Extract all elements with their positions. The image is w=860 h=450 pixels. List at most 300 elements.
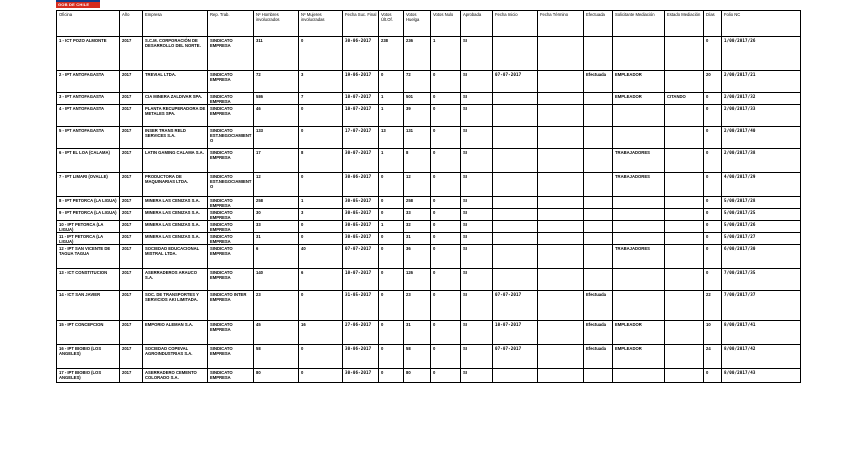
table-cell: 07-07-2017 [493,345,538,369]
table-cell: 3 - IPT ANTOFAGASTA [57,93,120,105]
table-cell: 17 [254,149,299,173]
table-cell: 0 [704,245,722,269]
table-cell: SOC. DE TRANSPORTES Y SERVICIOS AKI LIMITADA. [143,291,208,321]
table-cell: 1/00/2017/26 [722,37,801,71]
table-cell: 17-07-2017 [343,127,379,149]
table-cell: 2017 [120,221,143,233]
table-cell: 1 [379,221,404,233]
table-cell: 0 [379,369,404,383]
table-cell: 10-07-2017 [343,93,379,105]
table-cell: MINERA LAS CENIZAS S.A. [143,233,208,245]
table-cell: 31 [404,233,431,245]
table-cell [538,197,584,209]
table-cell: INSER TRANS RELD SERVICES S.A. [143,127,208,149]
table-cell [538,369,584,383]
table-row [57,321,801,345]
table-cell: 0 [704,209,722,221]
table-cell: 2017 [120,291,143,321]
table-cell: 58 [404,345,431,369]
table-cell: 12 [404,173,431,197]
table-cell [538,233,584,245]
table-cell: 0 [379,291,404,321]
table-row [57,291,801,321]
table-cell: EMPLEADOR [613,321,665,345]
column-header: Estado Mediación [665,11,704,37]
table-cell: SOCIEDAD EDUCACIONAL MISTRAL LTDA. [143,245,208,269]
column-header: Fecha Inicio [493,11,538,37]
table-cell: 1 [431,37,461,71]
strike-votes-table [56,10,801,383]
table-cell [665,245,704,269]
table-cell: 10-07-2017 [343,105,379,127]
table-cell: 0 [704,173,722,197]
table-cell [493,233,538,245]
table-cell: 5/00/2017/27 [722,233,801,245]
table-cell [584,173,613,197]
table-cell [538,209,584,221]
table-cell: 8/00/2017/43 [722,369,801,383]
table-cell: SI [461,321,493,345]
table-cell: 39 [404,105,431,127]
table-cell: TRABAJADORES [613,245,665,269]
table-cell: Efectuada [584,345,613,369]
table-cell: 0 [379,209,404,221]
table-cell [493,173,538,197]
table-cell: 8/00/2017/42 [722,345,801,369]
table-cell: 30-06-2017 [343,345,379,369]
table-cell: 6/00/2017/30 [722,245,801,269]
table-cell: SINDICATO EMPRESA [208,269,254,291]
table-cell: 8 [299,149,343,173]
table-cell: 19-06-2017 [343,71,379,93]
table-cell: 7 [299,93,343,105]
table-cell [538,93,584,105]
table-cell: SI [461,173,493,197]
table-cell: 501 [404,93,431,105]
table-row [57,245,801,269]
table-cell [613,233,665,245]
table-cell: 5 - IPT ANTOFAGASTA [57,127,120,149]
table-cell: 0 [704,269,722,291]
table-cell: 126 [404,269,431,291]
table-cell: 9 - IPT PETORCA (LA LIGUA) [57,209,120,221]
table-row [57,93,801,105]
column-header: Solicitante Mediación [613,11,665,37]
table-cell: ASERRADERO CEMENTO COLORADO S.A. [143,369,208,383]
table-cell [665,71,704,93]
table-cell: 10-07-2017 [493,321,538,345]
table-cell: 5/00/2017/25 [722,209,801,221]
table-cell: 32 [404,221,431,233]
table-cell: 30-06-2017 [343,369,379,383]
table-cell: 31 [254,233,299,245]
table-cell: 1 [379,93,404,105]
table-cell: SINDICATO EMPRESA [208,149,254,173]
table-cell [665,149,704,173]
table-cell: 13 - ICT CONSTITUCION [57,269,120,291]
table-cell: 0 [704,197,722,209]
table-cell: 2 - IPT ANTOFAGASTA [57,71,120,93]
table-cell: 07-07-2017 [343,245,379,269]
table-cell: 238 [379,37,404,71]
table-cell [584,209,613,221]
table-cell: SOCIEDAD COPEVAL AGROINDUSTRIAS S.A. [143,345,208,369]
table-cell [665,269,704,291]
column-header: Efectuada [584,11,613,37]
table-cell [538,221,584,233]
table-cell: CITANDO [665,93,704,105]
table-row [57,105,801,127]
table-cell: 80 [254,369,299,383]
table-cell: 14 - ICT SAN JAVIER [57,291,120,321]
table-cell: EMPLEADOR [613,93,665,105]
table-row [57,173,801,197]
table-cell [613,37,665,71]
table-cell [538,127,584,149]
table-cell: SINDICATO EST.NEGOCIAMIENTO [208,127,254,149]
table-cell [493,149,538,173]
table-cell: 24 [704,345,722,369]
table-cell: 16 [299,321,343,345]
table-cell: MINERA LAS CENIZAS S.A. [143,197,208,209]
table-cell: CIA MINERA ZALDIVAR SPA. [143,93,208,105]
column-header: Rep. Trab. [208,11,254,37]
table-cell: 2017 [120,127,143,149]
table-cell [584,233,613,245]
table-cell: 2017 [120,37,143,71]
table-cell: 1 - ICT POZO ALMONTE [57,37,120,71]
table-cell [584,197,613,209]
table-cell: SI [461,37,493,71]
table-cell: 7 - IPT LIMARI (OVALLE) [57,173,120,197]
column-header: Empresa [143,11,208,37]
table-cell: LATIN GAMING CALAMA S.A. [143,149,208,173]
table-cell: 0 [379,269,404,291]
table-cell: 23 [254,291,299,321]
table-cell: S.C.M. CORPORACIÓN DE DESARROLLO DEL NORTE. [143,37,208,71]
table-cell: SI [461,233,493,245]
table-cell [493,127,538,149]
table-cell: SINDICATO EMPRESA [208,233,254,245]
table-cell: 30-05-2017 [343,233,379,245]
table-cell: PRODUCTORA DE MAQUINARIAS LTDA. [143,173,208,197]
table-cell: SINDICATO EMPRESA [208,37,254,71]
table-cell [665,291,704,321]
table-cell: 131 [404,127,431,149]
table-cell: 11 - IPT PETORCA (LA LIGUA) [57,233,120,245]
table-cell: 7/00/2017/37 [722,291,801,321]
table-cell: 22 [704,291,722,321]
table-cell: 133 [254,127,299,149]
table-cell: 0 [704,37,722,71]
table-row [57,269,801,291]
table-cell: 0 [431,127,461,149]
table-cell [493,197,538,209]
table-cell: 36 [404,245,431,269]
table-row [57,71,801,93]
table-cell: 30-05-2017 [343,197,379,209]
table-cell: 0 [299,105,343,127]
table-cell [665,37,704,71]
table-cell: 586 [254,93,299,105]
table-cell: 2017 [120,209,143,221]
table-cell: 0 [299,173,343,197]
table-cell: Efectuada [584,321,613,345]
table-cell [613,127,665,149]
table-cell [584,269,613,291]
table-cell: SINDICATO EMPRESA [208,197,254,209]
table-row [57,209,801,221]
table-cell [584,149,613,173]
table-cell: 140 [254,269,299,291]
table-cell: 2/00/2017/21 [722,71,801,93]
table-cell: MINERA LAS CENIZAS S.A. [143,221,208,233]
table-cell [538,245,584,269]
table-cell: EMPORIO ALEMAN S.A. [143,321,208,345]
table-cell: 13 [379,127,404,149]
table-cell: 30-05-2017 [343,221,379,233]
column-header: Votos Nulo [431,11,461,37]
table-cell: 12 [254,173,299,197]
table-cell: 0 [431,321,461,345]
column-header: Folio NC [722,11,801,37]
table-cell [613,209,665,221]
column-header: Fecha Término [538,11,584,37]
table-cell [538,37,584,71]
table-cell: SINDICATO EMPRESA [208,369,254,383]
table-cell: 31 [404,321,431,345]
table-cell: SI [461,245,493,269]
table-cell: 0 [431,93,461,105]
table-cell [613,197,665,209]
table-cell [538,291,584,321]
table-row [57,37,801,71]
table-cell [665,209,704,221]
table-cell: 3 [299,209,343,221]
table-cell: 0 [431,105,461,127]
table-cell: 0 [431,269,461,291]
table-cell: 4/00/2017/29 [722,173,801,197]
column-header: Votos Últ.Of. [379,11,404,37]
table-cell [493,369,538,383]
table-cell: 33 [404,209,431,221]
table-cell: 0 [431,233,461,245]
table-cell: 8 - IPT PETORCA (LA LIGUA) [57,197,120,209]
table-cell: 1 [379,149,404,173]
table-cell: 46 [254,105,299,127]
table-cell: 0 [704,105,722,127]
table-cell: SI [461,93,493,105]
column-header: Días [704,11,722,37]
table-cell: 0 [431,369,461,383]
table-cell: 1 [379,105,404,127]
column-header: Aprobada [461,11,493,37]
table-cell: 30-05-2017 [343,209,379,221]
table-cell [613,291,665,321]
table-cell: SI [461,197,493,209]
table-cell [584,221,613,233]
table-cell: SI [461,127,493,149]
table-row [57,197,801,209]
table-cell: 0 [431,71,461,93]
table-cell: 0 [704,221,722,233]
table-cell: 16 - IPT BIOBIO (LOS ANGELES) [57,345,120,369]
table-cell: Efectuada [584,71,613,93]
table-cell: 0 [299,37,343,71]
table-cell: SINDICATO EMPRESA [208,93,254,105]
table-cell: 0 [379,321,404,345]
table-cell: 2017 [120,71,143,93]
table-header-row [57,11,801,37]
table-cell [493,105,538,127]
table-cell: 5/00/2017/26 [722,221,801,233]
table-cell: 0 [431,291,461,321]
table-cell: 5/00/2017/28 [722,197,801,209]
table-cell [538,269,584,291]
table-cell [538,321,584,345]
table-cell: 8/00/2017/41 [722,321,801,345]
table-cell: 6 - IPT EL LOA (CALAMA) [57,149,120,173]
table-cell [665,127,704,149]
column-header: Año [120,11,143,37]
table-cell: 40 [299,245,343,269]
table-cell [584,37,613,71]
table-cell: SINDICATO INTER EMPRESA [208,291,254,321]
table-cell [613,221,665,233]
table-cell [538,345,584,369]
table-cell: SI [461,291,493,321]
table-cell [613,369,665,383]
table-row [57,369,801,383]
table-row [57,345,801,369]
table-cell [665,105,704,127]
table-cell: 2017 [120,233,143,245]
column-header: Nº Hombres involucrados [254,11,299,37]
table-cell: 0 [431,197,461,209]
table-cell: 20 [704,71,722,93]
table-cell [584,369,613,383]
table-cell: 27-06-2017 [343,321,379,345]
table-cell: 2017 [120,245,143,269]
column-header: Nº Mujeres involucradas [299,11,343,37]
table-cell: 8 [404,149,431,173]
table-cell: 2017 [120,321,143,345]
table-cell: ASERRADEROS ARAUCO S.A. [143,269,208,291]
table-cell: SINDICATO EMPRESA [208,71,254,93]
table-cell: 2017 [120,345,143,369]
table-row [57,149,801,173]
table-cell [665,221,704,233]
table-cell: Efectuada [584,291,613,321]
table-row [57,233,801,245]
table-cell [584,245,613,269]
table-cell: 2/00/2017/32 [722,93,801,105]
table-cell: TRABAJADORES [613,173,665,197]
table-cell: SINDICATO EMPRESA [208,221,254,233]
table-cell: 0 [431,221,461,233]
table-cell: 2/00/2017/38 [722,149,801,173]
table-cell: 258 [254,197,299,209]
logo-red-stripe: GOB DE CHILE [56,2,100,8]
government-logo [56,0,100,8]
table-cell: 0 [379,197,404,209]
table-cell [665,321,704,345]
table-cell: 0 [704,127,722,149]
table-cell: EMPLEADOR [613,71,665,93]
table-cell: SI [461,269,493,291]
table-cell [584,127,613,149]
table-cell: 2017 [120,173,143,197]
table-cell: 0 [379,245,404,269]
table-cell: 72 [404,71,431,93]
table-cell: SI [461,71,493,93]
table-cell: 17 - IPT BIOBIO (LOS ANGELES) [57,369,120,383]
table-cell: 258 [404,197,431,209]
table-cell: SINDICATO EMPRESA [208,209,254,221]
table-cell [493,37,538,71]
table-cell: 0 [299,345,343,369]
table-cell: 0 [704,93,722,105]
table-cell [584,105,613,127]
table-cell: 2017 [120,149,143,173]
table-cell [538,71,584,93]
table-cell: 80 [404,369,431,383]
table-cell: 2/00/2017/33 [722,105,801,127]
table-cell [538,173,584,197]
table-cell [613,105,665,127]
table-cell [493,221,538,233]
table-cell: 2017 [120,369,143,383]
table-cell: SI [461,105,493,127]
table-cell: 236 [404,37,431,71]
table-cell: 10-07-2017 [343,269,379,291]
table-cell: 1 [299,197,343,209]
table-cell [665,233,704,245]
table-cell [584,93,613,105]
table-cell: 0 [431,345,461,369]
table-row [57,221,801,233]
table-cell: 33 [254,221,299,233]
column-header: Fecha Suc. Final [343,11,379,37]
table-cell: SI [461,149,493,173]
table-cell: 0 [379,345,404,369]
table-cell: 3 [299,71,343,93]
table-cell: 07-07-2017 [493,71,538,93]
table-cell: 2017 [120,93,143,105]
table-cell: MINERA LAS CENIZAS S.A. [143,209,208,221]
table-cell: 0 [704,233,722,245]
table-cell: 31-05-2017 [343,291,379,321]
table-cell [665,173,704,197]
table-cell: 0 [431,209,461,221]
table-cell: 12 - IPT SAN VICENTE DE TAGUA TAGUA [57,245,120,269]
table-cell: 2017 [120,105,143,127]
table-cell: 0 [299,233,343,245]
table-cell [613,269,665,291]
table-cell: TREVIAL LTDA. [143,71,208,93]
table-cell [538,105,584,127]
table-cell: 7/00/2017/35 [722,269,801,291]
table-cell [493,269,538,291]
table-cell: 4 - IPT ANTOFAGASTA [57,105,120,127]
column-header: Votos Huelga [404,11,431,37]
table-cell: SINDICATO EMPRESA [208,245,254,269]
table-cell [665,345,704,369]
table-cell: 45 [254,321,299,345]
table-cell [665,197,704,209]
table-cell: 30-07-2017 [343,149,379,173]
table-cell: TRABAJADORES [613,149,665,173]
